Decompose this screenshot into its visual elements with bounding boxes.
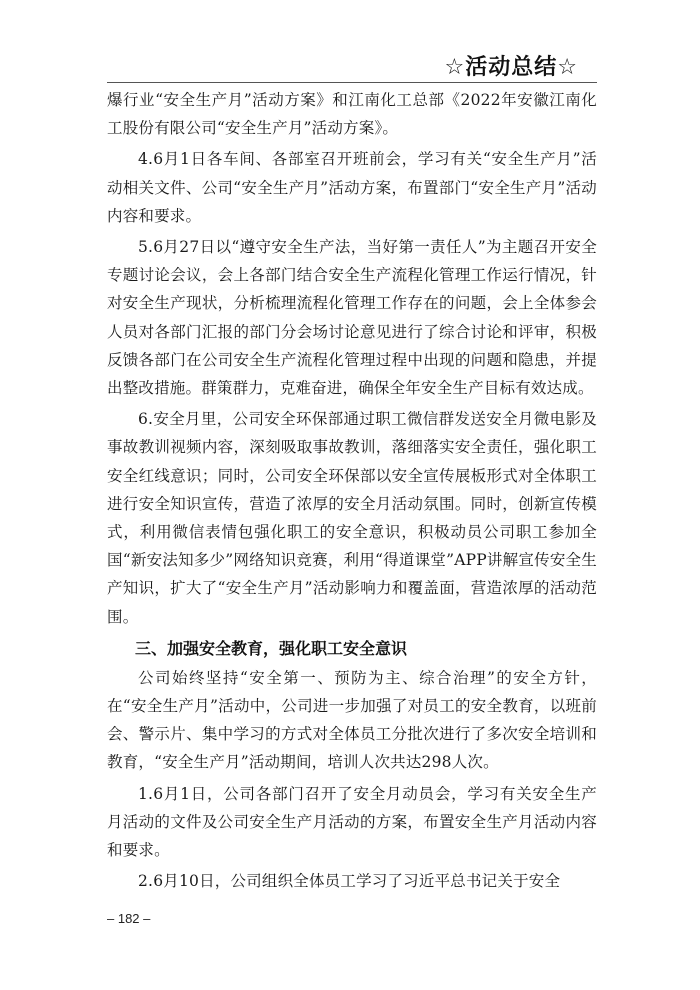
paragraph-continuation: 爆行业“安全生产月”活动方案》和江南化工总部《2022年安徽江南化工股份有限公司“安全生产月”活动方案》。	[107, 91, 597, 138]
paragraph-item-6: 6.安全月里，公司安全环保部通过职工微信群发送安全月微电影及事故教训视频内容，深刻吸取事故教训，落细落实安全责任，强化职工安全红线意识；同时，公司安全环保部以安全宣传展板形式对全体职工进行安全知识宣传，营造了浓厚的安全月活动氛围。同时，创新宣传模式，利用微信表情包强化职工的安全意识，积极动员公司职工参加全国“新安法知多少”网络知识竞赛，利用“得道课堂”APP讲解宣传安全生产知识，扩大了“安全生产月”活动影响力和覆盖面，营造浓厚的活动范围。	[107, 410, 597, 626]
paragraph-section-intro: 公司始终坚持“安全第一、预防为主、综合治理”的安全方针，在“安全生产月”活动中，公司进一步加强了对员工的安全教育，以班前会、警示片、集中学习的方式对全体员工分批次进行了多次安全培训和教育，“安全生产月”活动期间，培训人次共达298人次。	[107, 668, 597, 772]
paragraph-item-1: 1.6月1日，公司各部门召开了安全月动员会，学习有关安全生产月活动的文件及公司安全生产月活动的方案，布置安全生产月活动内容和要求。	[107, 784, 597, 860]
paragraph-item-4: 4.6月1日各车间、各部室召开班前会，学习有关“安全生产月”活动相关文件、公司“安全生产月”活动方案，布置部门“安全生产月”活动内容和要求。	[107, 150, 597, 225]
paragraph-item-2: 2.6月10日，公司组织全体员工学习了习近平总书记关于安全	[138, 872, 561, 891]
document-body	[107, 86, 597, 898]
section-heading-3: 三、加强安全教育，强化职工安全意识	[135, 638, 408, 658]
paragraph-item-5: 5.6月27日以“遵守安全生产法，当好第一责任人”为主题召开安全专题讨论会议，会上各部门结合安全生产流程化管理工作运行情况，针对安全生产现状，分析梳理流程化管理工作存在的问题，会上全体参会人员对各部门汇报的部门分会场讨论意见进行了综合讨论和评审，积极反馈各部门在公司安全生产流程化管理过程中出现的问题和隐患，并提出整改措施。群策群力，克难奋进，确保全年安全生产目标有效达成。	[107, 238, 597, 398]
header-divider	[107, 82, 597, 83]
page-header-title: ☆活动总结☆	[444, 55, 578, 80]
page-number: – 182 –	[107, 911, 151, 926]
